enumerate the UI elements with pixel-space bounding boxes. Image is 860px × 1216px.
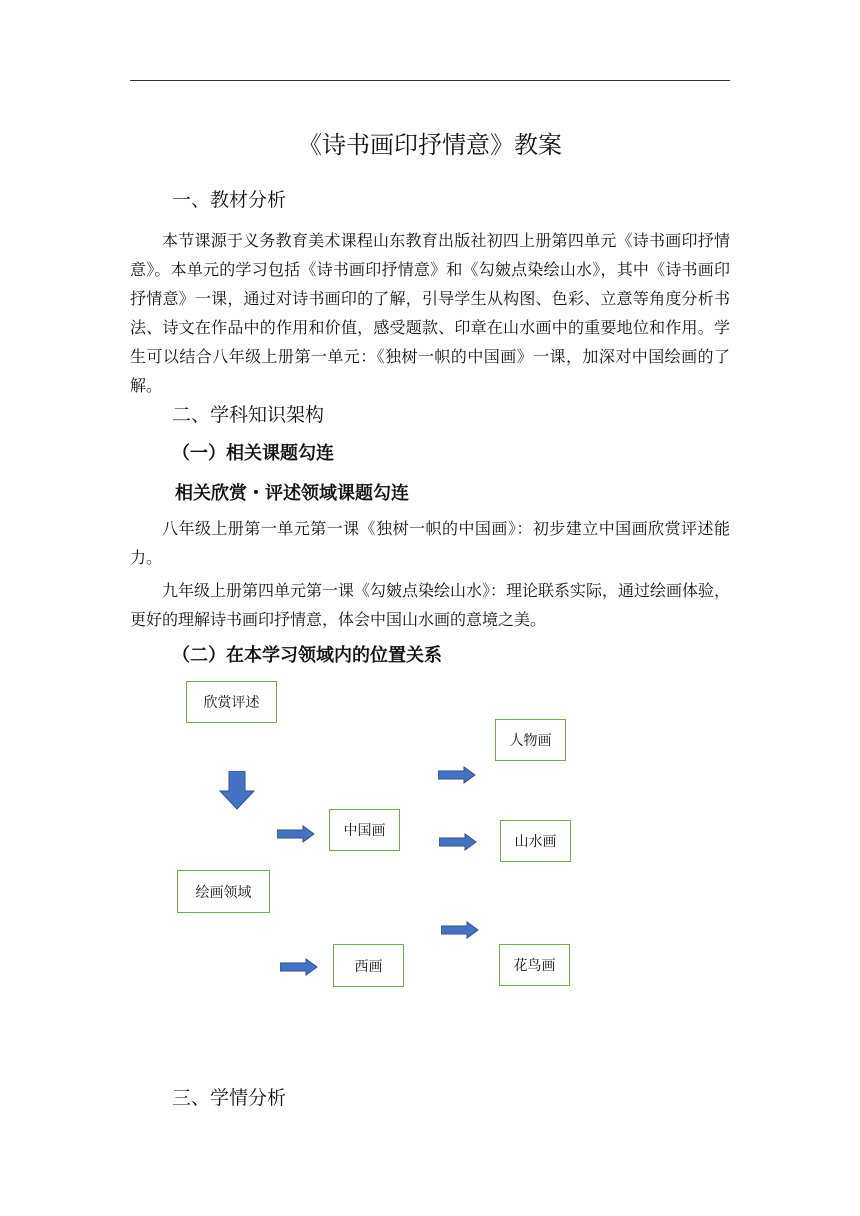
section-2-heading: 二、学科知识架构 — [172, 404, 325, 426]
box-painting-domain: 绘画领域 — [177, 870, 270, 913]
right-arrow-icon-to-western-painting — [280, 958, 318, 976]
right-arrow-icon-to-bird-flower-painting — [441, 921, 479, 939]
down-arrow-icon — [219, 771, 255, 811]
subsection-1-title: 相关欣赏・评述领域课题勾连 — [175, 483, 409, 504]
header-rule — [130, 80, 730, 81]
related-lesson-2: 九年级上册第四单元第一课《勾皴点染绘山水》：理论联系实际，通过绘画体验，更好的理解诗书画印抒情意，体会中国山水画的意境之美。 — [130, 581, 731, 629]
box-figure-painting: 人物画 — [495, 719, 566, 761]
right-arrow-icon-to-figure-painting — [438, 766, 476, 784]
related-lesson-1: 八年级上册第一单元第一课《独树一帜的中国画》：初步建立中国画欣赏评述能力。 — [130, 519, 730, 567]
box-western-painting: 西画 — [333, 944, 404, 987]
box-appreciation: 欣赏评述 — [186, 681, 277, 723]
box-bird-flower-painting: 花鸟画 — [499, 944, 570, 986]
subsection-2-heading: （二）在本学习领域内的位置关系 — [172, 645, 442, 666]
box-landscape-painting: 山水画 — [500, 820, 571, 862]
section-3-heading: 三、学情分析 — [172, 1087, 287, 1109]
section-1-heading: 一、教材分析 — [172, 189, 287, 211]
subsection-1-heading: （一）相关课题勾连 — [172, 443, 334, 464]
box-chinese-painting: 中国画 — [329, 809, 400, 851]
right-arrow-icon-to-chinese-painting — [277, 825, 315, 843]
document-title: 《诗书画印抒情意》教案 — [298, 131, 562, 159]
section-1-paragraph: 本节课源于义务教育美术课程山东教育出版社初四上册第四单元《诗书画印抒情意》。本单元的学习包括《诗书画印抒情意》和《勾皴点染绘山水》，其中《诗书画印抒情意》一课，通过对诗书画印的了解，引导学生从构图、色彩、立意等角度分析书法、诗文在作品中的作用和价值，感受题款、印章在山水画中的重要地位和作用。学生可以结合八年级上册第一单元：《独树一帜的中国画》一课，加深对中国绘画的了解。 — [130, 231, 730, 395]
right-arrow-icon-to-landscape-painting — [439, 833, 477, 851]
